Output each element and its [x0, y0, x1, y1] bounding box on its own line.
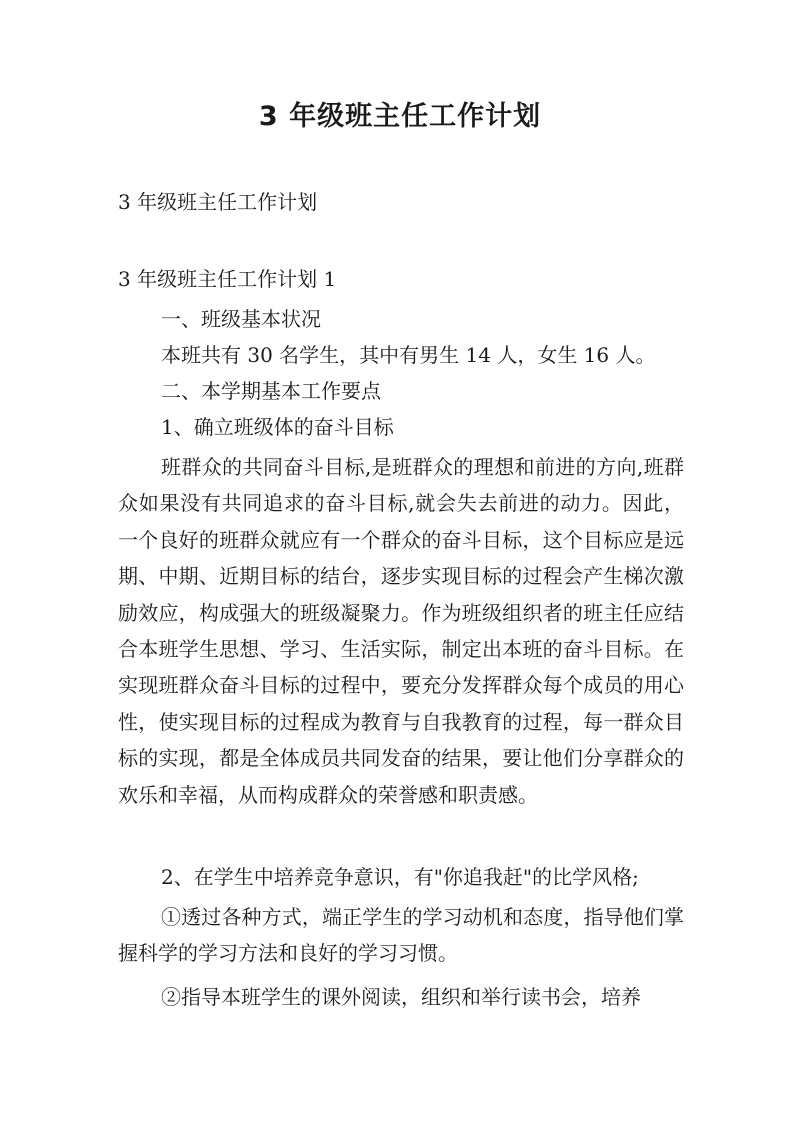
point-2-paragraph: ②指导本班学生的课外阅读，组织和举行读书会，培养	[161, 985, 641, 1009]
class-info-text: 本班共有 30 名学生，其中有男生 14 人，女生 16 人。	[161, 343, 656, 367]
heading-work-points: 二、本学期基本工作要点	[161, 379, 381, 403]
goal-paragraph: 班群众的共同奋斗目标,是班群众的理想和前进的方向,班群众如果没有共同追求的奋斗目标,就会失去前进的动力。因此，一个良好的班群众就应有一个群众的奋斗目标，这个目标应是远期、中期、近期目标的结台，逐步实现目标的过程会产生梯次激励效应，构成强大的班级凝聚力。作为班级组织者的班主任应结合本班学生思想、学习、生活实际，制定出本班的奋斗目标。在实现班群众奋斗目标的过程中，要充分发挥群众每个成员的用心性，使实现目标的过程成为教育与自我教育的过程，每一群众目标的实现，都是全体成员共同发奋的结果，要让他们分享群众的欢乐和幸福，从而构成群众的荣誉感和职责感。	[118, 455, 684, 807]
document-subtitle: 3 年级班主任工作计划	[118, 190, 318, 214]
heading-class-status: 一、班级基本状况	[161, 307, 321, 331]
point-1-paragraph: ①透过各种方式，端正学生的学习动机和态度，指导他们掌握科学的学习方法和良好的学习习惯。	[118, 905, 684, 966]
item-1-heading: 1、确立班级体的奋斗目标	[161, 415, 394, 439]
section-heading: 3 年级班主任工作计划 1	[118, 267, 337, 291]
item-2-heading: 2、在学生中培养竞争意识，有"你追我赶"的比学风格;	[161, 865, 639, 889]
document-title: 3 年级班主任工作计划	[258, 101, 542, 132]
